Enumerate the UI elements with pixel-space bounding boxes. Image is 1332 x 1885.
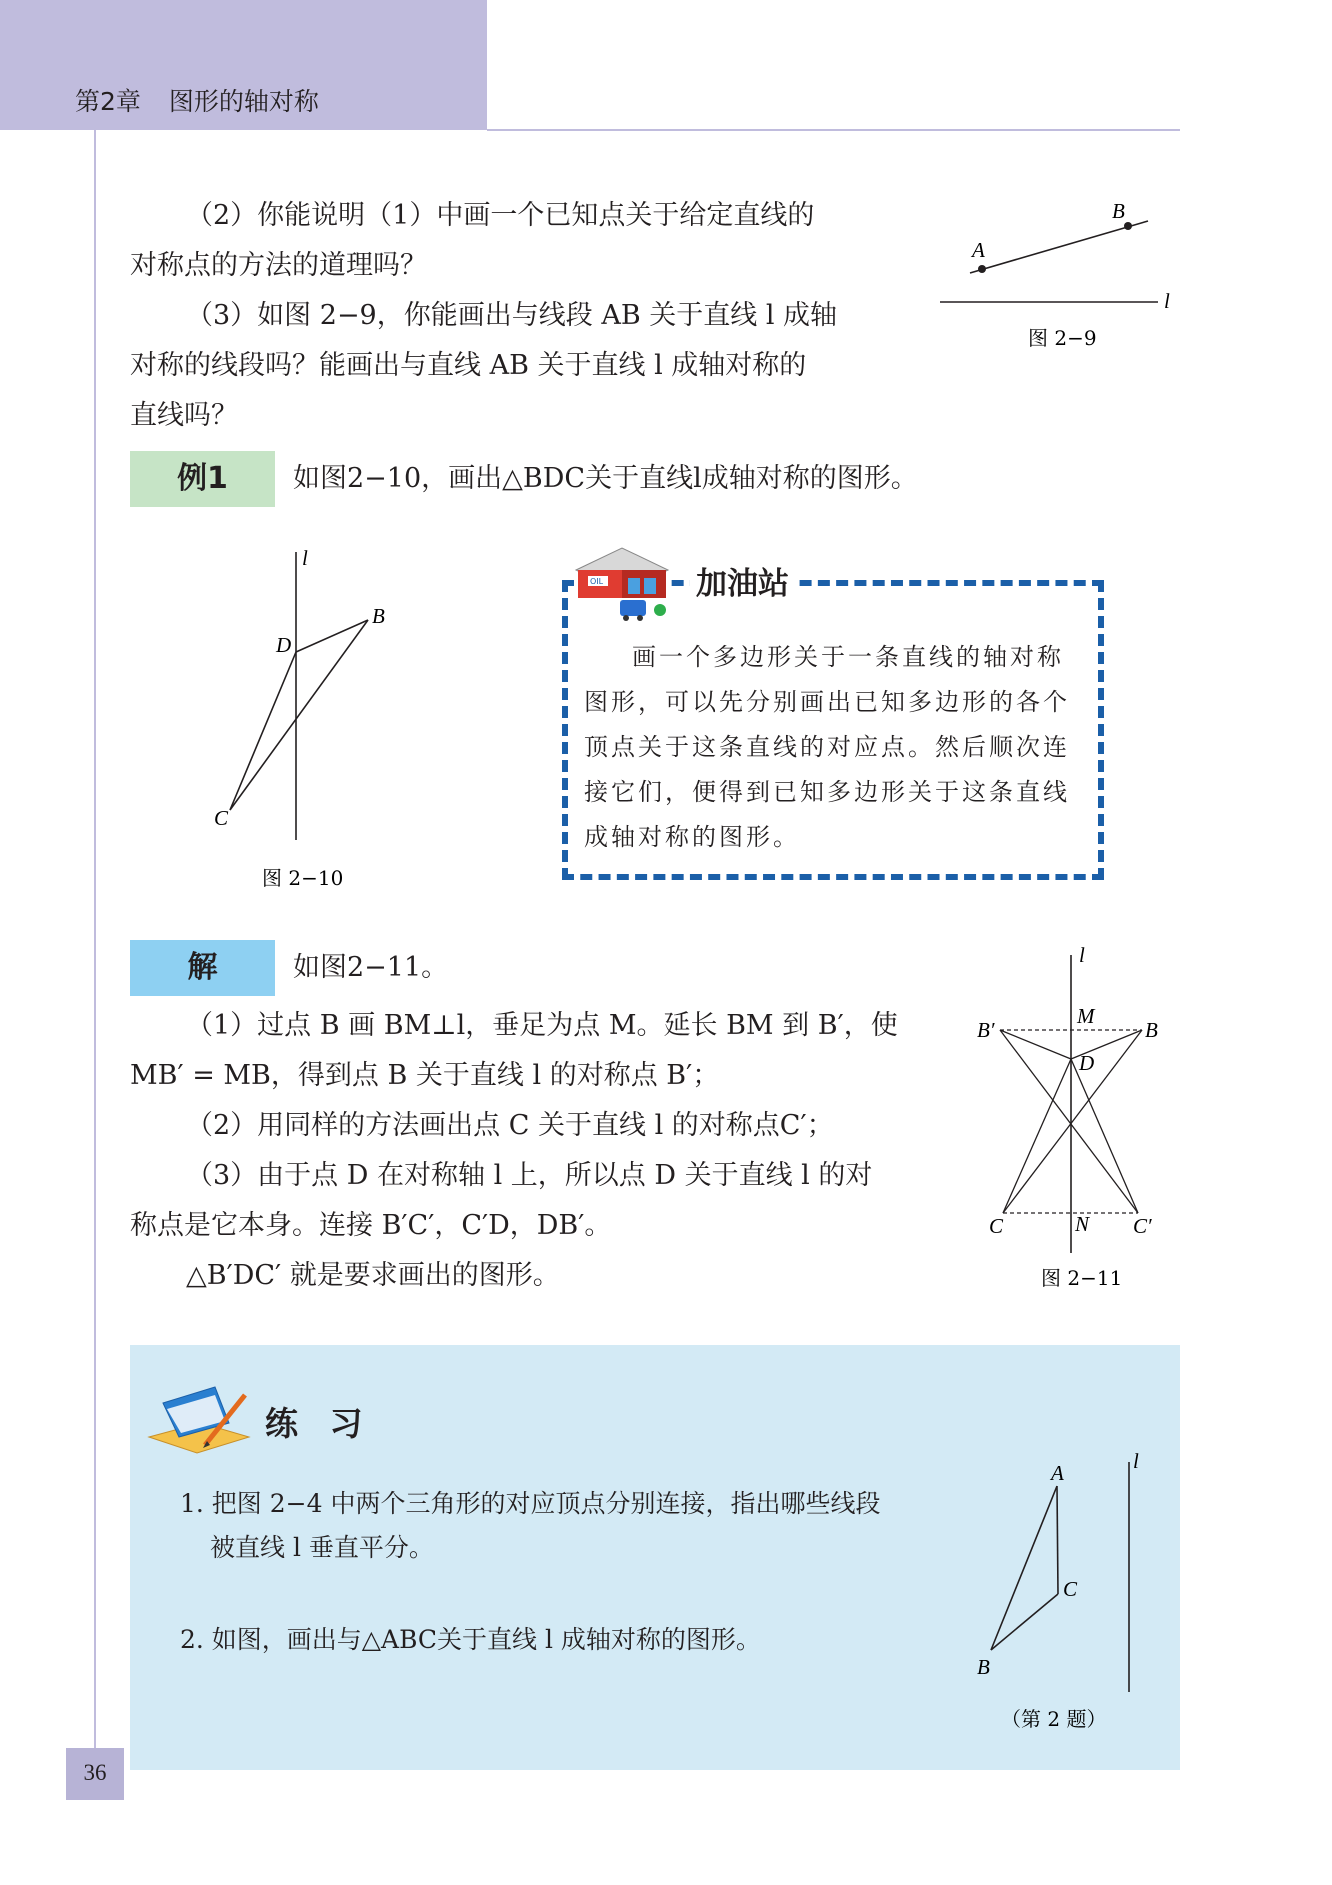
point-a: [978, 265, 986, 273]
solution-conclusion: △B′DC′ 就是要求画出的图形。: [186, 1260, 560, 1291]
label-c-prime: C′: [1133, 1214, 1152, 1238]
label-b: B: [372, 604, 385, 628]
label-l: l: [1164, 289, 1170, 313]
figure-2-11-caption: 图 2−11: [1041, 1266, 1123, 1290]
tip-line-3: 顶点关于这条直线的对应点。然后顺次连: [584, 733, 1070, 761]
question-2-line-1: （2）你能说明（1）中画一个已知点关于给定直线的: [186, 200, 815, 231]
segment-ca: [1057, 1486, 1058, 1594]
label-d: D: [1079, 1051, 1095, 1075]
label-m: M: [1077, 1004, 1095, 1028]
label-c: C: [1063, 1577, 1078, 1601]
figure-2-10: [200, 540, 400, 900]
label-b-prime: B′: [977, 1018, 995, 1042]
question-2-line-2: 对称点的方法的道理吗？: [130, 250, 427, 281]
question-3-line-2: 对称的线段吗？能画出与直线 AB 关于直线 l 成轴对称的: [130, 350, 807, 381]
exercise-figure: [965, 1448, 1165, 1738]
label-b: B: [1112, 199, 1125, 223]
exercise-item-1-line-1: 1. 把图 2−4 中两个三角形的对应顶点分别连接，指出哪些线段: [180, 1489, 881, 1518]
solution-tag: 解: [130, 940, 275, 996]
tip-line-5: 成轴对称的图形。: [584, 823, 800, 851]
chapter-title: 图形的轴对称: [168, 87, 319, 116]
question-3-line-3: 直线吗？: [130, 400, 238, 431]
label-l: l: [302, 546, 308, 570]
exercise-item-2: 2. 如图，画出与△ABC关于直线 l 成轴对称的图形。: [180, 1625, 761, 1654]
tip-line-2: 图形，可以先分别画出已知多边形的各个: [584, 688, 1070, 716]
label-b: B: [977, 1655, 990, 1679]
segment-bprime-cprime: [1000, 1030, 1138, 1213]
chapter-number: 第2章: [75, 87, 141, 116]
label-b: B: [1145, 1018, 1158, 1042]
segment-bc: [1003, 1030, 1142, 1213]
label-l: l: [1133, 1449, 1139, 1473]
figure-2-11: [975, 945, 1175, 1295]
label-a: A: [972, 238, 985, 262]
question-3-line-1: （3）如图 2−9，你能画出与线段 AB 关于直线 l 成轴: [186, 300, 838, 331]
label-d: D: [276, 633, 292, 657]
solution-step-2: （2）用同样的方法画出点 C 关于直线 l 的对称点C′；: [186, 1110, 834, 1141]
chapter-heading: [75, 82, 319, 118]
label-a: A: [1051, 1461, 1064, 1485]
example-tag: 例1: [130, 451, 275, 507]
label-l: l: [1079, 945, 1085, 967]
logo-text: OIL: [590, 577, 604, 586]
solution-intro: 如图2−11。: [293, 952, 449, 983]
tip-line-4: 接它们，便得到已知多边形关于这条直线: [584, 778, 1070, 806]
label-c: C: [989, 1214, 1004, 1238]
exercise-title: 练 习: [265, 1404, 373, 1443]
exercise-book-icon: [145, 1375, 255, 1455]
tip-line-1: 画一个多边形关于一条直线的轴对称: [632, 643, 1064, 671]
solution-step-3-line-2: 称点是它本身。连接 B′C′，C′D，DB′。: [130, 1210, 612, 1241]
header-rule: [487, 129, 1180, 131]
example-text: 如图2−10，画出△BDC关于直线l成轴对称的图形。: [293, 463, 918, 494]
solution-step-3-line-1: （3）由于点 D 在对称轴 l 上，所以点 D 关于直线 l 的对: [186, 1160, 873, 1191]
solution-step-1-line-2: MB′ = MB，得到点 B 关于直线 l 的对称点 B′；: [130, 1060, 720, 1091]
gas-station-icon: [572, 540, 692, 622]
figure-2-9: [940, 195, 1180, 355]
label-n: N: [1075, 1212, 1090, 1236]
exercise-figure-caption: （第 2 题）: [1001, 1707, 1107, 1731]
tip-title: 加油站: [690, 558, 795, 603]
line-ab: [970, 221, 1148, 273]
segment-cprime-d: [1071, 1059, 1138, 1213]
segment-cd: [230, 652, 296, 810]
segment-bc: [991, 1594, 1058, 1650]
margin-rule: [94, 130, 96, 1770]
solution-step-1-line-1: （1）过点 B 画 BM⊥l，垂足为点 M。延长 BM 到 B′，使: [186, 1010, 898, 1041]
point-b: [1124, 222, 1132, 230]
figure-2-10-caption: 图 2−10: [262, 866, 344, 890]
page-number: 36: [83, 1760, 107, 1785]
figure-2-9-caption: 图 2−9: [1028, 326, 1097, 350]
segment-bc: [230, 620, 368, 810]
label-c: C: [214, 806, 229, 830]
segment-ab: [991, 1486, 1057, 1650]
exercise-item-1-line-2: 被直线 l 垂直平分。: [210, 1533, 434, 1562]
